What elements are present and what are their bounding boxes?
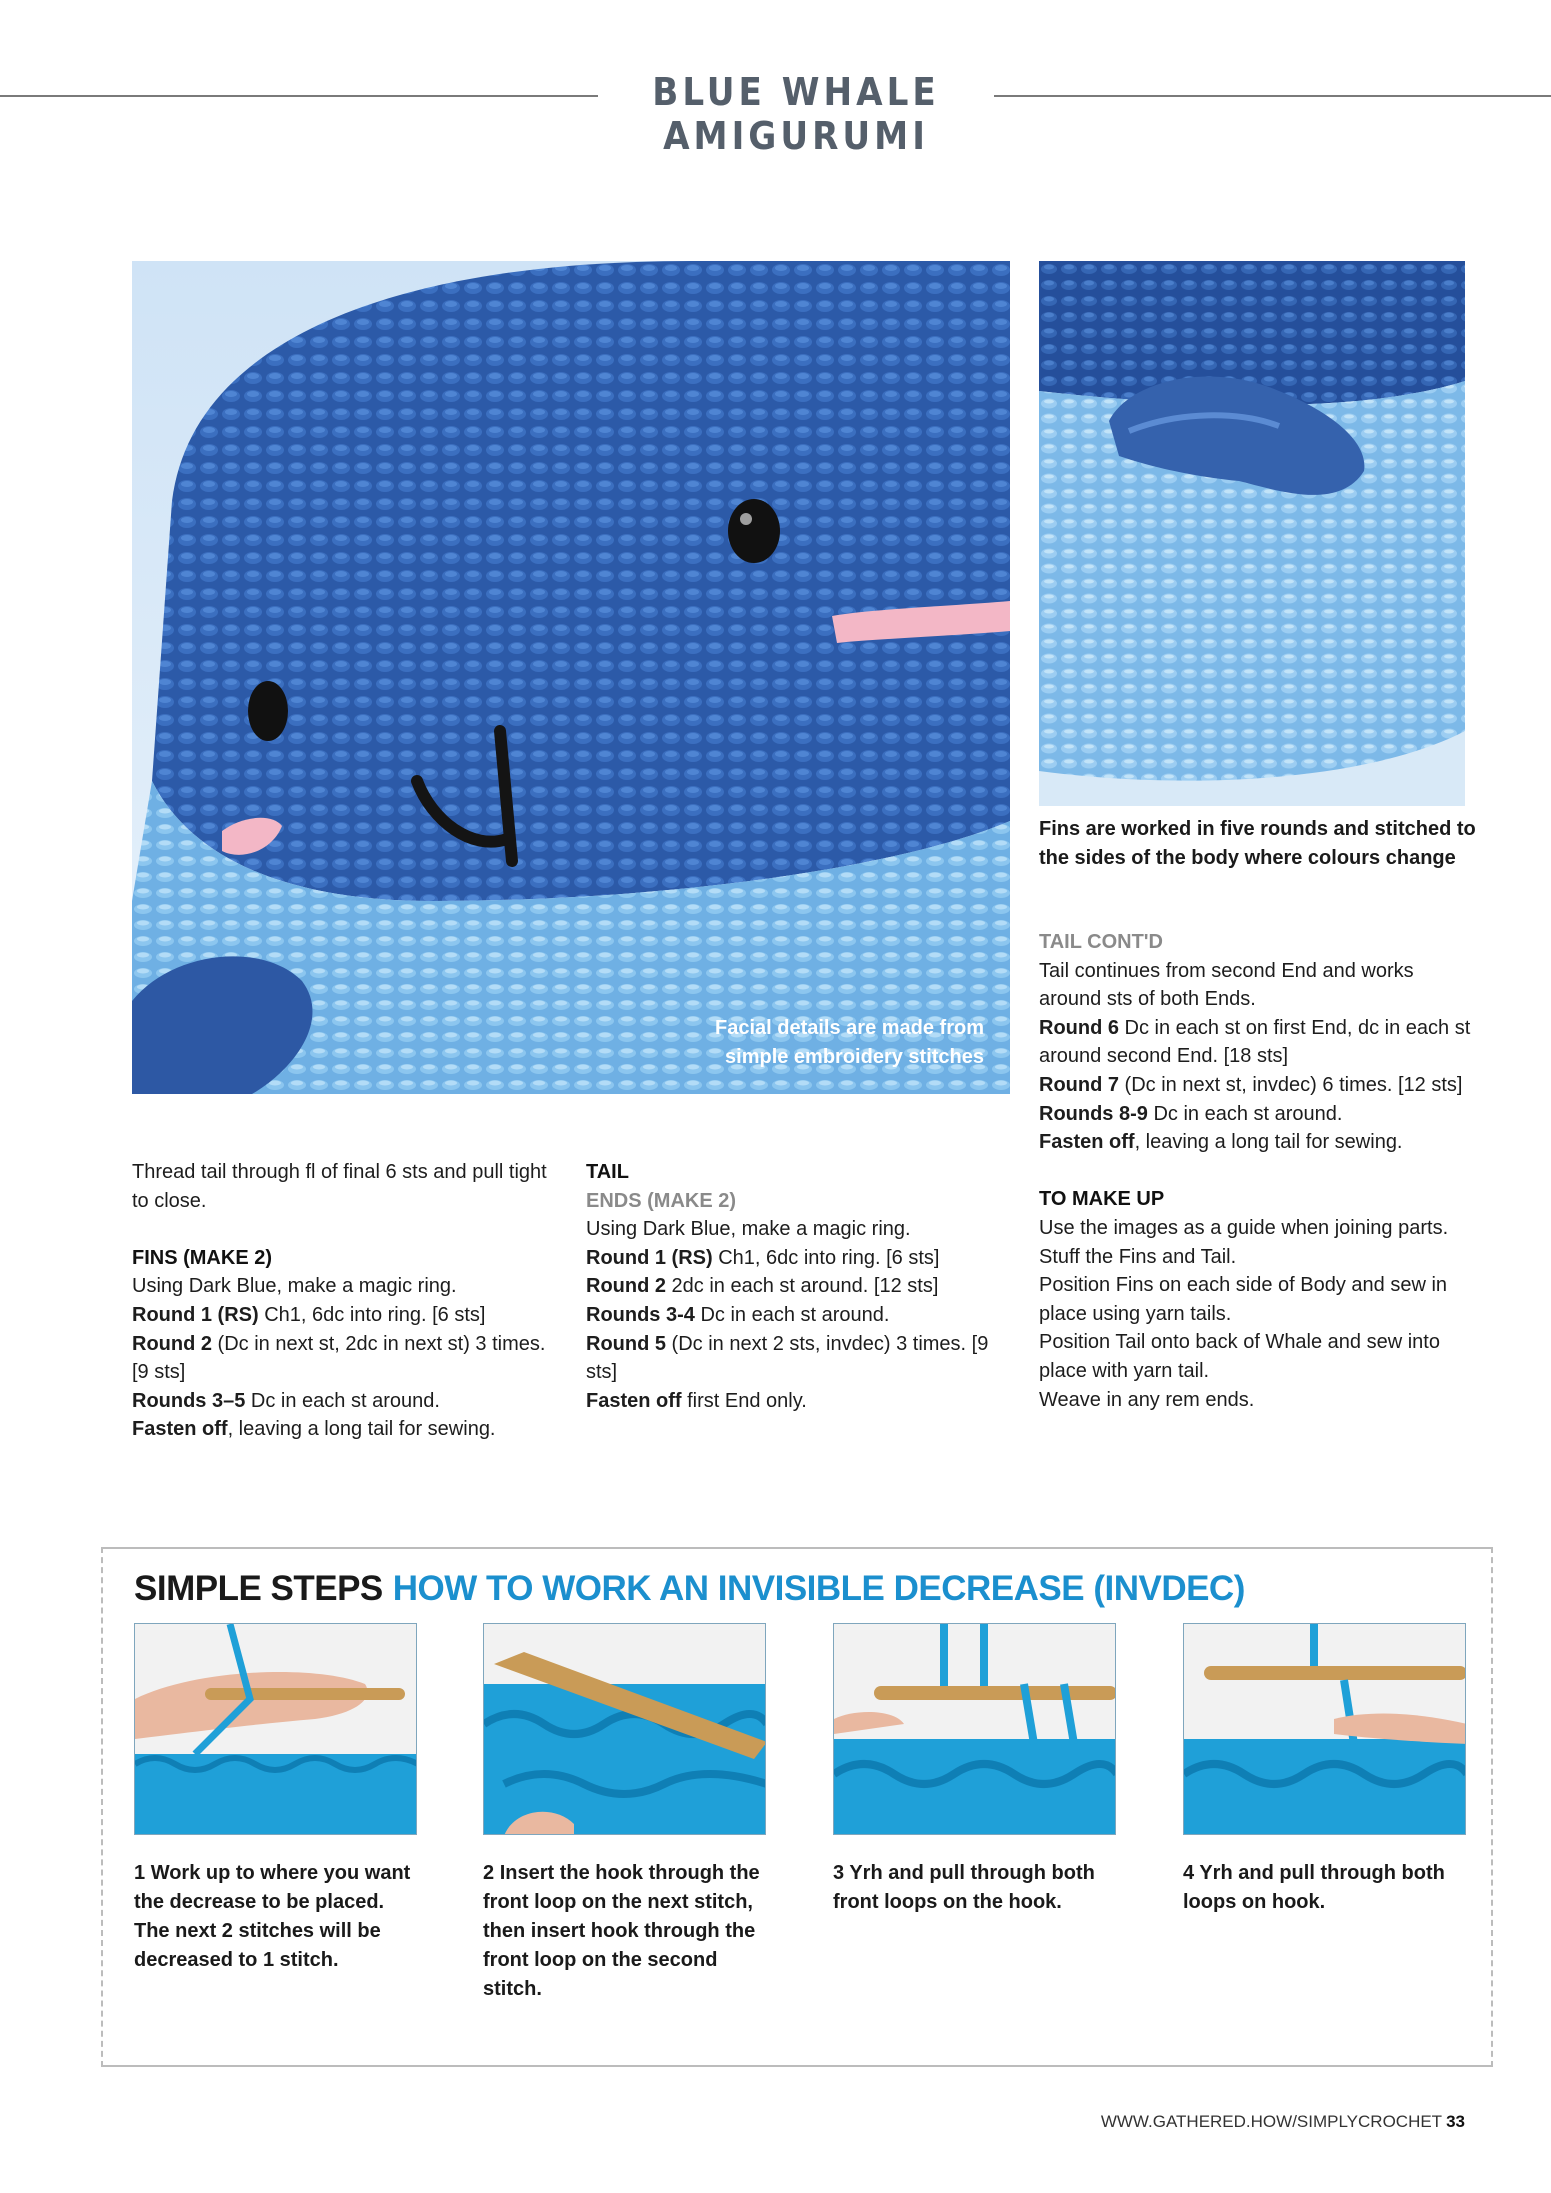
step-4 <box>1183 1623 1466 1917</box>
tail-rounds-8-9: Rounds 8-9 Dc in each st around. <box>1039 1102 1343 1125</box>
footer-url[interactable]: WWW.GATHERED.HOW/SIMPLYCROCHET <box>1100 2112 1443 2131</box>
step-2-photo <box>483 1623 766 1835</box>
ends-round-5: Round 5 (Dc in next 2 sts, invdec) 3 times. [9 sts] <box>586 1332 989 1384</box>
fins-setup: Using Dark Blue, make a magic ring. <box>132 1275 457 1298</box>
step-3-text: 3 Yrh and pull through both front loops on the hook. <box>833 1862 1095 1913</box>
make-up-heading: TO MAKE UP <box>1039 1188 1165 1211</box>
simple-steps-subtitle: HOW TO WORK AN INVISIBLE DECREASE (INVDEC) <box>392 1569 1245 1608</box>
fin-photo-caption: Fins are worked in five rounds and stitched to the sides of the body where colours change <box>1039 818 1476 869</box>
make-up-line: Stuff the Fins and Tail. <box>1039 1245 1237 1268</box>
fins-round-1: Round 1 (RS) Ch1, 6dc into ring. [6 sts] <box>132 1303 486 1326</box>
column-tail <box>586 1158 1016 1415</box>
fins-round-2: Round 2 (Dc in next st, 2dc in next st) 3 times. [9 sts] <box>132 1332 546 1384</box>
footer <box>1101 2112 1465 2132</box>
tail-fasten-off: Fasten off, leaving a long tail for sewing. <box>1039 1131 1403 1154</box>
ends-round-2: Round 2 2dc in each st around. [12 sts] <box>586 1275 939 1298</box>
page-number: 33 <box>1446 2112 1465 2131</box>
ends-fasten-off: Fasten off first End only. <box>586 1389 807 1412</box>
tail-round-7: Round 7 (Dc in next st, invdec) 6 times. [12 sts] <box>1039 1073 1463 1096</box>
step-1 <box>134 1623 417 1975</box>
simple-steps-box <box>101 1547 1493 2067</box>
tail-heading: TAIL <box>586 1161 629 1183</box>
ends-rounds-3-4: Rounds 3-4 Dc in each st around. <box>586 1303 890 1326</box>
step-1-text: 1 Work up to where you want the decrease to be placed. The next 2 stitches will be decreased to 1 stitch. <box>134 1862 411 1971</box>
main-photo-caption: Facial details are made from simple embroidery stitches <box>714 1017 984 1068</box>
tail-contd-intro: Tail continues from second End and works around sts of both Ends. <box>1039 959 1414 1011</box>
step-2-text: 2 Insert the hook through the front loop on the next stitch, then insert hook through the front loop on the second stitch. <box>483 1862 760 2000</box>
whale-face-photo <box>132 261 1010 1094</box>
step-4-photo <box>1183 1623 1466 1835</box>
fins-fasten-off: Fasten off, leaving a long tail for sewing. <box>132 1418 496 1441</box>
make-up-line: Use the images as a guide when joining parts. <box>1039 1216 1449 1239</box>
step-1-photo <box>134 1623 417 1835</box>
tail-contd-heading: TAIL CONT'D <box>1039 931 1164 953</box>
simple-steps-label: SIMPLE STEPS <box>134 1569 383 1608</box>
column-tail-contd <box>1039 928 1479 1414</box>
fins-rounds-3-5: Rounds 3–5 Dc in each st around. <box>132 1389 440 1412</box>
step-2 <box>483 1623 766 2004</box>
fins-heading: FINS (MAKE 2) <box>132 1246 272 1269</box>
step-3 <box>833 1623 1116 1917</box>
tail-round-6: Round 6 Dc in each st on first End, dc in each st around second End. [18 sts] <box>1039 1016 1471 1068</box>
column-fins <box>132 1158 562 1444</box>
header-rule-left <box>0 95 598 97</box>
page-title: BLUE WHALE AMIGURUMI <box>652 70 940 158</box>
close-instruction: Thread tail through fl of final 6 sts and pull tight to close. <box>132 1161 547 1212</box>
whale-fin-photo <box>1039 261 1465 806</box>
step-3-photo <box>833 1623 1116 1835</box>
make-up-line: Weave in any rem ends. <box>1039 1388 1255 1411</box>
ends-setup: Using Dark Blue, make a magic ring. <box>586 1218 911 1241</box>
simple-steps-title <box>134 1569 1245 1609</box>
ends-round-1: Round 1 (RS) Ch1, 6dc into ring. [6 sts] <box>586 1246 940 1269</box>
header-rule-right <box>994 95 1551 97</box>
make-up-line: Position Fins on each side of Body and sew in place using yarn tails. <box>1039 1274 1448 1325</box>
make-up-line: Position Tail onto back of Whale and sew into place with yarn tail. <box>1039 1331 1440 1382</box>
ends-heading: ENDS (MAKE 2) <box>586 1189 737 1212</box>
step-4-text: 4 Yrh and pull through both loops on hook. <box>1183 1862 1445 1913</box>
